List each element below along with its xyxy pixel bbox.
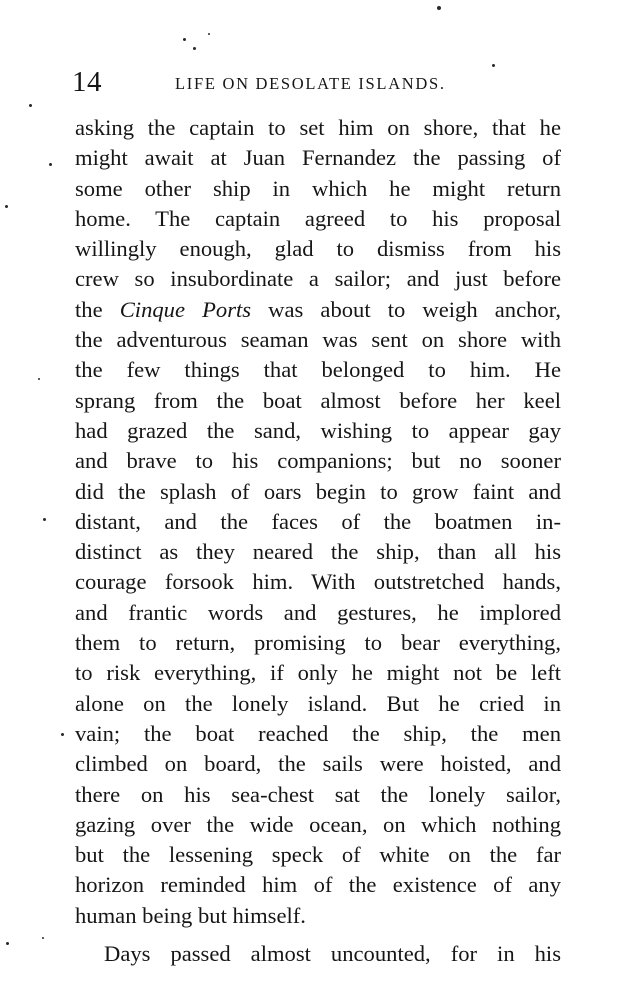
- text-line: gazing over the wide ocean, on which nothing: [75, 811, 561, 837]
- running-title: LIFE ON DESOLATE ISLANDS.: [175, 74, 446, 93]
- text-line-ship-name: [75, 295, 561, 325]
- page-number: 14: [72, 66, 102, 98]
- text-line: vain; the boat reached the ship, the men: [75, 720, 561, 746]
- ink-speck: [38, 378, 40, 380]
- ink-speck: [183, 38, 186, 41]
- text-line: the few things that belonged to him. He: [75, 357, 561, 383]
- page-header: [72, 64, 562, 104]
- text-line: them to return, promising to bear everything,: [75, 630, 561, 656]
- ink-speck: [492, 64, 495, 67]
- text-line: some other ship in which he might return: [75, 175, 561, 201]
- ink-speck: [6, 942, 9, 945]
- text-line: distant, and the faces of the boatmen in-: [75, 508, 561, 534]
- ink-speck: [5, 205, 8, 208]
- ink-speck: [208, 33, 210, 35]
- ink-speck: [49, 163, 52, 166]
- text-line: courage forsook him. With outstretched hands,: [75, 569, 561, 595]
- ink-speck: [437, 6, 441, 10]
- text-line: climbed on board, the sails were hoisted, and: [75, 751, 561, 777]
- text-line: distinct as they neared the ship, than all his: [75, 539, 561, 565]
- text-line: but the lessening speck of white on the far: [75, 842, 561, 868]
- text-line: and brave to his companions; but no sooner: [75, 448, 561, 474]
- body-text: [75, 113, 561, 969]
- ink-speck: [42, 937, 44, 939]
- text-line: sprang from the boat almost before her keel: [75, 387, 561, 413]
- text-line: did the splash of oars begin to grow faint and: [75, 478, 561, 504]
- text-line: to risk everything, if only he might not be left: [75, 660, 561, 686]
- ink-speck: [43, 518, 46, 521]
- text-line: had grazed the sand, wishing to appear gay: [75, 417, 561, 443]
- text-line: might await at Juan Fernandez the passing of: [75, 145, 561, 171]
- ink-speck: [193, 47, 196, 50]
- text-line: crew so insubordinate a sailor; and just before: [75, 266, 561, 292]
- text-line: home. The captain agreed to his proposal: [75, 205, 561, 231]
- paragraph-last-line: human being but himself.: [75, 902, 306, 928]
- new-paragraph-line: Days passed almost uncounted, for in his: [104, 941, 561, 967]
- ship-name: Cinque Ports: [119, 296, 252, 322]
- text-line: asking the captain to set him on shore, that he: [75, 115, 561, 140]
- ship-name-line-text: the Cinque Ports was about to weigh anchor,: [75, 296, 561, 322]
- text-line: horizon reminded him of the existence of any: [75, 872, 561, 898]
- text-line: alone on the lonely island. But he cried in: [75, 690, 561, 716]
- ink-speck: [29, 104, 32, 107]
- ink-speck: [61, 733, 64, 736]
- text-line: there on his sea-chest sat the lonely sailor,: [75, 781, 561, 807]
- text-line: willingly enough, glad to dismiss from his: [75, 236, 561, 262]
- text-line: the adventurous seaman was sent on shore with: [75, 327, 561, 353]
- text-line: and frantic words and gestures, he implored: [75, 599, 561, 625]
